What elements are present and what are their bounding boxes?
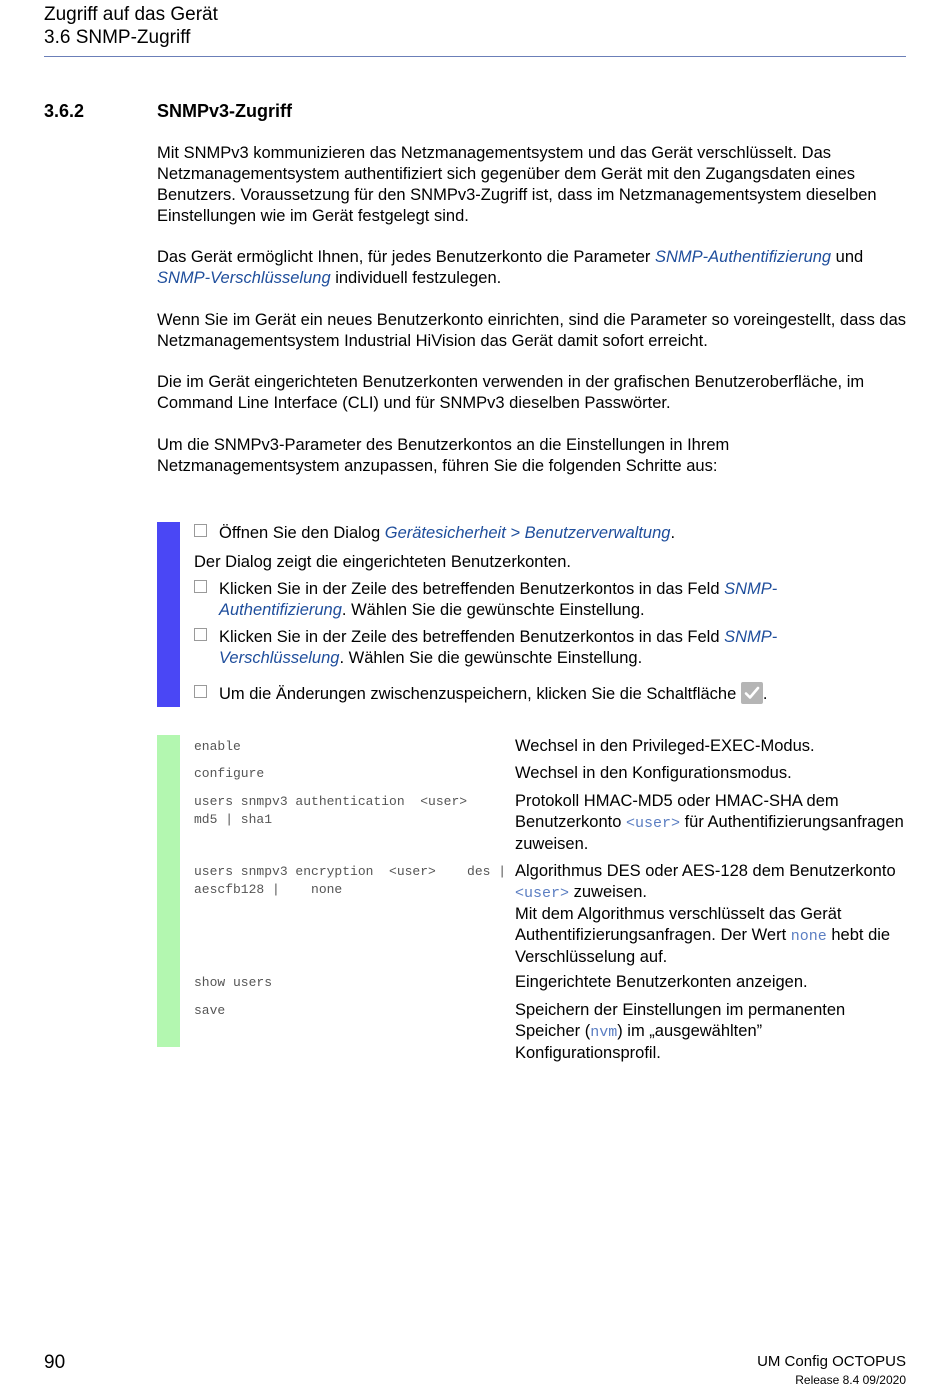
checkmark-icon [741,682,763,704]
section-title: SNMPv3-Zugriff [157,101,292,121]
document-title: UM Config OCTOPUS [757,1353,906,1370]
step-checkbox-icon [194,580,207,593]
step-save-changes [194,682,904,705]
cli-command-show-users: show users [194,975,273,990]
step-text: . [762,685,768,703]
paragraph-defaults: Wenn Sie im Gerät ein neues Benutzerkonto einrichten, sind die Parameter so voreingestellt, dass das Netzmanagementsystem Industrial HiVision das Gerät damit sofort erreicht. [157,311,907,350]
step-text-block [219,627,899,669]
cli-description-enable: Wechsel in den Privileged-EXEC-Modus. [515,737,815,755]
code-nvm: nvm [590,1024,618,1041]
cli-command-authentication: users snmpv3 authentication <user> md5 | sha1 [194,794,468,827]
step-encryption-field [194,627,904,669]
step-checkbox-icon [194,685,207,698]
description-text: ) im „ausgewählten” Konfigurationsprofil. [515,1022,763,1062]
paragraph-parameters [157,247,907,289]
code-user: <user> [626,815,681,832]
section-number: 3.6.2 [44,101,85,121]
cli-bar [157,735,180,1047]
link-snmp-verschluesselung[interactable]: SNMP-Verschlüsselung [157,269,331,287]
description-text: Protokoll HMAC-MD5 oder HMAC-SHA dem Benutzerkonto [515,792,839,831]
instruction-bar [157,522,180,707]
header-rule [44,56,906,57]
step-result-note: Der Dialog zeigt die eingerichteten Benutzerkonten. [194,553,571,571]
link-snmp-authentifizierung[interactable]: SNMP-Authentifizierung [655,248,832,266]
step-text: Klicken Sie in der Zeile des betreffenden Benutzerkontos in das Feld [219,628,725,646]
step-checkbox-icon [194,628,207,641]
running-header-section: 3.6 SNMP-Zugriff [44,27,191,48]
step-checkbox-icon [194,524,207,537]
cli-description-save [515,1000,905,1064]
description-text: zuweisen. [569,883,647,901]
description-text: Speichern der Einstellungen im permanenten Speicher ( [515,1001,846,1040]
cli-command-enable: enable [194,739,241,754]
paragraph-intro: Mit SNMPv3 kommunizieren das Netzmanagementsystem und das Gerät verschlüsselt. Das Netzmanagementsystem authentifiziert sich gegenüber dem Gerät mit den Zugangsdaten eines Benutzers. Voraussetzung für den SNMPv3-Zugriff ist, dass im Netzmanagementsystem dieselben Einstellungen wie im Gerät festgelegt sind. [157,144,877,225]
paragraph-passwords: Die im Gerät eingerichteten Benutzerkonten verwenden in der grafischen Benutzeroberfläche, im Command Line Interface (CLI) und für SNMPv3 dieselben Passwörter. [157,373,865,412]
link-field-snmp-authentifizierung[interactable]: SNMP-Authentifizierung [219,580,778,619]
step-text: . [670,524,676,542]
description-text: hebt die Verschlüsselung auf. [515,926,891,966]
cli-description-authentication [515,791,905,855]
paragraph-text: und [831,248,864,266]
step-text: . Wählen Sie die gewünschte Einstellung. [339,649,643,667]
step-text-block [219,579,899,621]
step-text: Öffnen Sie den Dialog [219,524,385,542]
cli-description-show-users: Eingerichtete Benutzerkonten anzeigen. [515,973,808,991]
step-text: . Wählen Sie die gewünschte Einstellung. [341,601,645,619]
paragraph-text: Das Gerät ermöglicht Ihnen, für jedes Benutzerkonto die Parameter [157,248,656,266]
description-text: Mit dem Algorithmus verschlüsselt das Gerät Authentifizierungsanfragen. Der Wert [515,905,842,944]
link-dialog-benutzerverwaltung[interactable]: Gerätesicherheit > Benutzerverwaltung [384,524,671,542]
code-none: none [790,928,827,945]
link-field-snmp-verschluesselung[interactable]: SNMP-Verschlüsselung [219,628,778,667]
cli-description-configure: Wechsel in den Konfigurationsmodus. [515,764,792,782]
code-user: <user> [515,885,570,902]
step-text: Um die Änderungen zwischenzuspeichern, klicken Sie die Schaltfläche [219,685,741,703]
cli-description-encryption [515,861,905,968]
step-text: Klicken Sie in der Zeile des betreffenden Benutzerkontos in das Feld [219,580,725,598]
cli-command-encryption: users snmpv3 encryption <user> des | aescfb128 | none [194,864,507,897]
step-authentication-field [194,579,904,621]
paragraph-steps-intro: Um die SNMPv3-Parameter des Benutzerkontos an die Einstellungen in Ihrem Netzmanagementsystem anzupassen, führen Sie die folgenden Schritte aus: [157,436,730,475]
cli-command-save: save [194,1003,226,1018]
page-number: 90 [44,1352,66,1373]
paragraph-text: individuell festzulegen. [330,269,502,287]
running-header-chapter: Zugriff auf das Gerät [44,4,218,25]
release-info: Release 8.4 09/2020 [795,1373,906,1387]
step-open-dialog [194,523,904,544]
cli-command-configure: configure [194,766,265,781]
description-text: Algorithmus DES oder AES-128 dem Benutzerkonto [515,862,896,880]
description-text: für Authentifizierungsanfragen zuweisen. [515,813,904,853]
